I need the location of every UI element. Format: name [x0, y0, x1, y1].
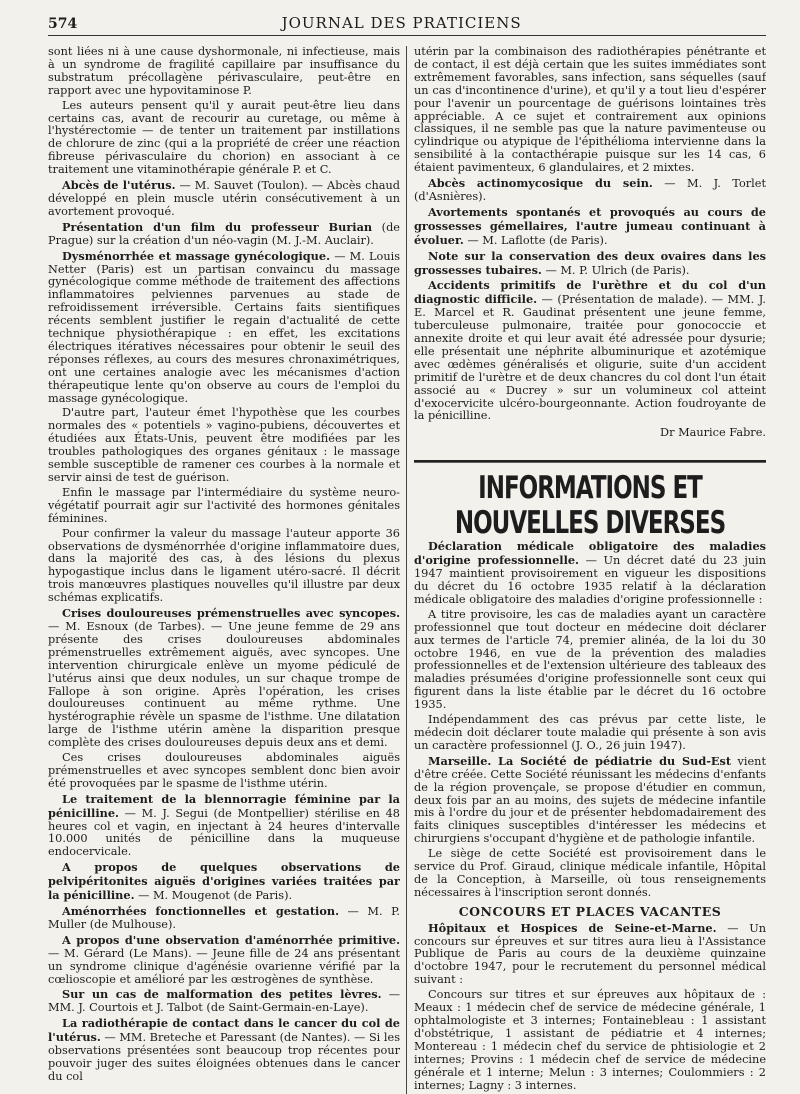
paragraph-text: — MM. Breteche et Paressant (de Nantes). — Si les observations présentées sont beaucoup trop récentes pour pouvoir juger des suites éloignées obtenues dans le cancer du col — [48, 1031, 400, 1083]
paragraph-heading: Le traitement de la blennorragie féminine par la pénicilline. — [48, 791, 400, 820]
paragraph-text: A titre provisoire, les cas de maladies ayant un caractère professionnel que tout docteur en médecine doit déclarer aux termes de l'article 74, premier alinéa, de la loi du 30 octobre 1946, en vue de la prévention des maladies professionnelles et de l'extension ultérieure des tableaux des maladies présumées d'origine professionnelle sont ceux qui figurent dans la liste établie par le décret du 16 octobre 1935. — [414, 607, 766, 712]
paragraph-text: Pour confirmer la valeur du massage l'auteur apporte 36 observations de dysménorrhée d'origine inflammatoire dues, dans la majorité des cas, à des lésions du plexus hypogastique inclus dans le ligament utéro-sacré. Il décrit trois manœuvres plastiques nouvelles qu'il illustre par deux schémas explicatifs. — [48, 526, 400, 605]
paragraph — [414, 206, 766, 248]
paragraph-text: — Un concours sur épreuves et sur titres aura lieu à l'Assistance Publique de Paris au cours de la deuxième quinzaine d'octobre 1947, pour le recrutement du personnel médical suivant : — [414, 921, 766, 987]
paragraph-text: — (Présentation de malade). — MM. J. E. Marcel et R. Gaudinat présentent une jeune femme, tuberculeuse pulmonaire, traitée pour gonococcie et annexite droite et qui leur avait été adressée pour dysurie; elle présentait une néphrite albuminurique et azotémique avec œdèmes généralisés et oligurie, suite d'un accident primitif de l'urètre et de deux chancres du col dont l'un était associé au « Ducrey » sur un volumineux col atteint d'exocervicite ulcéro-bourgeonnante. Action foudroyante de la pénicilline. — [414, 293, 766, 423]
paragraph — [48, 46, 400, 98]
paragraph — [414, 609, 766, 712]
paragraph-heading: Présentation d'un film du professeur Burian — [62, 219, 373, 234]
paragraph — [48, 528, 400, 605]
paragraph-text: utérin par la combinaison des radiothérapies pénétrante et de contact, il est déjà certain que les suites immédiates sont extrêmement favorables, sans infection, sans séquelles (sauf un cas d'incontinence d'urine), et qu'il y a tout lieu d'espérer pour l'avenir un pourcentage de guérisons lointaines très appréciable. A ce sujet et contrairement aux opinions classiques, il ne semble pas que la nature pavimenteuse ou cylindrique ou atypique de l'épithélioma intervienne dans la sensibilité à la contacthérapie puisque sur les 14 cas, 6 étaient pavimenteux, 6 glandulaires, et 2 mixtes. — [414, 46, 766, 175]
signature: Dr Maurice Fabre. — [660, 426, 766, 440]
paragraph — [48, 221, 400, 248]
paragraph-text: — M. Esnoux (de Tarbes). — Une jeune femme de 29 ans présente des crises douloureuses abdominales prémenstruelles extrêmement aiguës, avec syncopes. Une intervention chirurgicale enlève un myome pédiculé de l'utérus ainsi que deux nodules, un sur chaque trompe de Fallope à son origine. Après l'opération, les crises douloureuses continuent au même rythme. Une hystérographie révèle un spasme de l'isthme. Une dilatation large de l'isthme utérin amène la disparition presque complète des crises douloureuses depuis deux ans et demi. — [48, 619, 400, 750]
paragraph — [48, 934, 400, 987]
right-column-top — [414, 46, 766, 423]
paragraph-heading: Note sur la conservation des deux ovaires dans les grossesses tubaires. — [414, 248, 766, 277]
running-head — [48, 14, 766, 36]
paragraph — [48, 793, 400, 860]
paragraph — [414, 46, 766, 175]
paragraph — [48, 100, 400, 177]
paragraph-text: — M. P. Ulrich (de Paris). — [541, 263, 690, 277]
paragraph-text: — M. P. Muller (de Mulhouse). — [48, 905, 400, 931]
left-column — [48, 46, 400, 1094]
paragraph-text: — M. Sauvet (Toulon). — Abcès chaud développé en plein muscle utérin consécutivement à un avortement provoqué. — [48, 179, 400, 218]
paragraph-heading: La radiothérapie de contact dans le cancer du col de l'utérus. — [48, 1016, 400, 1045]
paragraph-text: Concours sur titres et sur épreuves aux hôpitaux de : Meaux : 1 médecin chef de service de médecine générale, 1 ophtalmologiste et 3 internes; Fontainebleau : 1 assistant d'obstétrique, 1 assistant de pédiatrie et 4 internes; Montereau : 1 médecin chef du service de phtisiologie et 2 internes; Provins : 1 médecin chef de service de médecine générale et 1 interne; Melun : 3 internes; Coulommiers : 2 internes; Lagny : 3 internes. — [414, 988, 766, 1092]
section-banner: INFORMATIONS ET NOUVELLES DIVERSES — [414, 460, 766, 541]
paragraph-text: — M. J. Segui (de Montpellier) stérilise en 48 heures col et vagin, en injectant à 24 heures d'intervalle 10.000 unités de pénicilline dans la muqueuse endocervicale. — [48, 806, 400, 859]
paragraph — [414, 922, 766, 988]
paragraph — [414, 848, 766, 900]
paragraph-text: — M. Laflotte (de Paris). — [463, 233, 608, 247]
paragraph-text: D'autre part, l'auteur émet l'hypothèse que les courbes normales des « potentiels » vagino-pubiens, découvertes et étudiées aux États-Unis, peuvent être modifiées par les troubles pathologiques des organes génitaux : le massage semble susceptible de ramener ces courbes à la normale et servir ainsi de test de guérison. — [48, 406, 400, 484]
paragraph-text: — M. Gérard (Le Mans). — Jeune fille de 24 ans présentant un syndrome clinique d'agénésie ovarienne vérifié par la cœlioscopie et amélioré par les œstrogènes de synthèse. — [48, 946, 400, 986]
paragraph — [414, 177, 766, 204]
right-column-news — [414, 540, 766, 899]
paragraph-text: — MM. J. Courtois et J. Talbot (de Saint-Germain-en-Laye). — [48, 988, 400, 1015]
journal-title: JOURNAL DES PRATICIENS — [281, 14, 522, 32]
paragraph-heading: Accidents primitifs de l'urèthre et du col d'un diagnostic difficile. — [414, 278, 766, 307]
paragraph-text: — M. Louis Netter (Paris) est un partisan convaincu du massage gynécologique comme méthode de traitement des affections inflammatoires pelviennes parvenues au stade de refroidissement irréversible. Certains faits sientifiques récents semblent justifier le regain d'actualité de cette technique physiothérapique : en effet, les excitations électriques itératives nécessaires pour obtenir le seuil des réponses réflexes, au cours des mesures chronaximétriques, ont une certaines analogie avec les mécanismes d'action thérapeutique lente qu'on observe au cours de l'emploi du massage gynécologique. — [48, 249, 400, 405]
paragraph — [48, 487, 400, 526]
paragraph-heading: A propos d'une observation d'aménorrhée primitive. — [62, 932, 400, 947]
paragraph-text: Ces crises douloureuses abdominales aiguës prémenstruelles et avec syncopes semblent donc bien avoir été provoquées par le spasme de l'isthme utérin. — [48, 751, 400, 790]
paragraph-heading: Déclaration médicale obligatoire des maladies d'origine professionnelle. — [414, 539, 766, 568]
paragraph-text: (de Prague) sur la création d'un néo-vagin (M. J.-M. Auclair). — [48, 220, 400, 247]
paragraph-heading: Abcès de l'utérus. — [62, 178, 176, 193]
paragraph — [48, 752, 400, 791]
paragraph — [414, 989, 766, 1092]
paragraph-text: — M. Mougenot (de Paris). — [134, 889, 293, 903]
right-column-concours — [414, 922, 766, 1093]
page-number: 574 — [48, 16, 78, 32]
paragraph-text: — M. J. Torlet (d'Asnières). — [414, 177, 766, 203]
column-divider — [406, 46, 407, 1094]
paragraph — [48, 607, 400, 750]
paragraph — [48, 905, 400, 932]
paragraph — [48, 988, 400, 1015]
columns — [48, 46, 766, 1094]
right-column — [414, 46, 766, 1094]
paragraph — [48, 1017, 400, 1084]
paragraph-heading: Sur un cas de malformation des petites lèvres. — [62, 987, 382, 1002]
paragraph — [48, 861, 400, 903]
paragraph-heading: Abcès actinomycosique du sein. — [428, 176, 653, 191]
paragraph-heading: Aménorrhées fonctionnelles et gestation. — [62, 904, 340, 918]
paragraph-heading: Crises douloureuses prémenstruelles avec syncopes. — [62, 606, 400, 621]
paragraph-text: sont liées ni à une cause dyshormonale, ni infectieuse, mais à un syndrome de fragilité capillaire par insuffisance du substratum précollagène périvasculaire, peut-être en rapport avec une hypovitaminose P. — [48, 46, 400, 97]
paragraph — [414, 279, 766, 423]
paragraph-heading: A propos de quelques observations de pelvipéritonites aiguës d'origines variées traitées par la pénicilline. — [48, 860, 400, 903]
paragraph-heading: Dysménorrhée et massage gynécologique. — [62, 248, 331, 263]
paragraph-text: Les auteurs pensent qu'il y aurait peut-être lieu dans certains cas, avant de recourir au curetage, ou même à l'hystérectomie — de tenter un traitement par instillations de chlorure de zinc (qui a la propriété de créer une réaction fibreuse périvasculaire du chorion) en associant à ce traitement une vitaminothérapie générale P. et C. — [48, 98, 400, 177]
paragraph-text: Enfin le massage par l'intermédiaire du système neuro-végétatif pourrait agir sur l'activité des hormones génitales féminines. — [48, 485, 400, 525]
paragraph-text: Le siège de cette Société est provisoirement dans le service du Prof. Giraud, clinique médicale infantile, Hôpital de la Conception, à Marseille, où tous renseignements nécessaires à l'inscription seront donnés. — [414, 847, 766, 899]
paragraph-heading: Marseille. La Société de pédiatrie du Sud-Est — [428, 753, 732, 768]
paragraph — [48, 250, 400, 406]
section-subhead: CONCOURS ET PLACES VACANTES — [458, 903, 722, 919]
paragraph-text: — Un décret daté du 23 juin 1947 maintient provisoirement en vigueur les dispositions du décret du 16 octobre 1935 relatif à la déclaration médicale obligatoire des maladies d'origine professionnelle : — [414, 554, 766, 606]
paragraph-heading: Avortements spontanés et provoqués au cours de grossesses gémellaires, l'autre jumeau continuant à évoluer. — [414, 204, 766, 247]
paragraph — [414, 250, 766, 278]
paragraph-text: vient d'être créée. Cette Société réunissant les médecins d'enfants de la région provençale, se propose d'étudier en commun, deux fois par an au moins, des sujets de médecine infantile mis à l'ordre du jour et de présenter hebdomadairement des faits cliniques susceptibles d'intéresser les médecins et chirurgiens s'occupant d'hygiène et de pathologie infantile. — [414, 754, 766, 846]
paragraph — [414, 755, 766, 846]
paragraph — [48, 407, 400, 484]
paragraph-heading: Hôpitaux et Hospices de Seine-et-Marne. — [428, 920, 717, 935]
paragraph-text: Indépendamment des cas prévus par cette liste, le médecin doit déclarer toute maladie qui présente à son avis un caractère professionnel (J. O., 26 juin 1947). — [414, 713, 766, 752]
paragraph — [48, 179, 400, 219]
paragraph — [414, 714, 766, 753]
paragraph — [414, 540, 766, 607]
